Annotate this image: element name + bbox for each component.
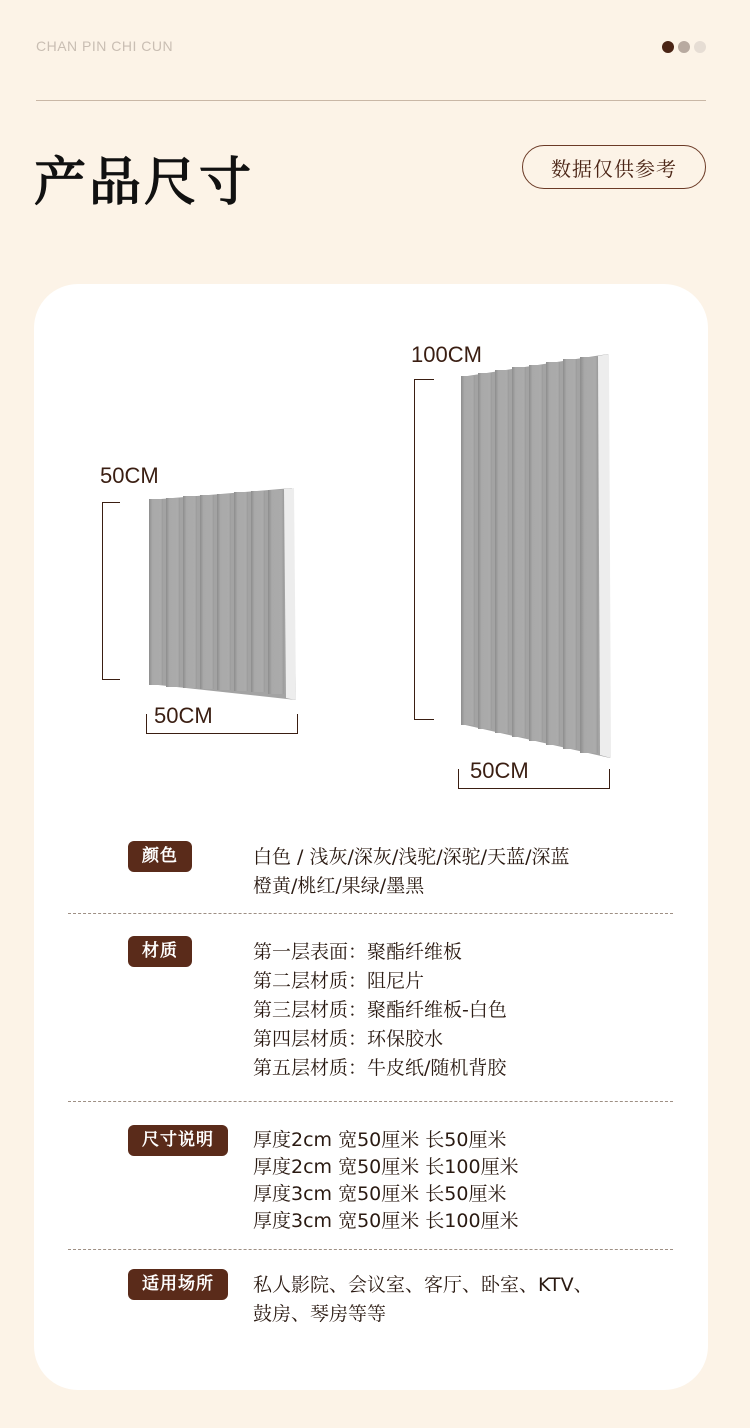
large-height-bracket bbox=[414, 379, 434, 720]
reference-note-badge: 数据仅供参考 bbox=[522, 145, 706, 189]
spec-line: 厚度2cm 宽50厘米 长50厘米 bbox=[253, 1129, 507, 1151]
spec-line: 第五层材质：牛皮纸/随机背胶 bbox=[253, 1057, 507, 1079]
large-width-label: 50CM bbox=[470, 758, 529, 783]
spec-line: 厚度2cm 宽50厘米 长100厘米 bbox=[253, 1156, 519, 1178]
spec-tag-color: 颜色 bbox=[128, 841, 192, 872]
spec-line: 厚度3cm 宽50厘米 长50厘米 bbox=[253, 1183, 507, 1205]
spec-tag-size: 尺寸说明 bbox=[128, 1125, 228, 1156]
spec-value-size bbox=[253, 1127, 519, 1235]
spec-line: 鼓房、琴房等等 bbox=[253, 1303, 387, 1325]
spec-value-material bbox=[253, 938, 507, 1083]
dot bbox=[678, 41, 690, 53]
small-height-bracket bbox=[102, 502, 120, 680]
page-title: 产品尺寸 bbox=[34, 153, 255, 213]
spec-tag-usage: 适用场所 bbox=[128, 1269, 228, 1300]
large-height-label: 100CM bbox=[411, 342, 482, 367]
spec-line: 白色 / 浅灰/深灰/浅驼/深驼/天蓝/深蓝 bbox=[253, 846, 570, 868]
dot-active bbox=[662, 41, 674, 53]
spec-line: 第二层材质：阻尼片 bbox=[253, 970, 425, 992]
small-width-bracket bbox=[146, 714, 298, 734]
spec-line: 私人影院、会议室、客厅、卧室、KTV、 bbox=[253, 1274, 593, 1296]
dashed-divider bbox=[68, 913, 673, 914]
dashed-divider bbox=[68, 1101, 673, 1102]
large-panel-image bbox=[458, 352, 614, 760]
spec-line: 第一层表面：聚酯纤维板 bbox=[253, 941, 463, 963]
dashed-divider bbox=[68, 1249, 673, 1250]
small-panel-image bbox=[146, 486, 302, 702]
spec-value-usage bbox=[253, 1271, 593, 1329]
small-width-label: 50CM bbox=[154, 703, 213, 728]
spec-line: 第三层材质：聚酯纤维板-白色 bbox=[253, 999, 507, 1021]
header-divider bbox=[36, 100, 706, 101]
spec-value-color bbox=[253, 843, 570, 901]
section-eyebrow: CHAN PIN CHI CUN bbox=[36, 38, 174, 54]
spec-tag-material: 材质 bbox=[128, 936, 192, 967]
small-height-label: 50CM bbox=[100, 463, 159, 488]
large-width-bracket bbox=[458, 769, 610, 789]
pagination-dots bbox=[662, 41, 706, 53]
spec-line: 橙黄/桃红/果绿/墨黑 bbox=[253, 875, 425, 897]
spec-line: 厚度3cm 宽50厘米 长100厘米 bbox=[253, 1210, 519, 1232]
spec-line: 第四层材质：环保胶水 bbox=[253, 1028, 444, 1050]
dot bbox=[694, 41, 706, 53]
